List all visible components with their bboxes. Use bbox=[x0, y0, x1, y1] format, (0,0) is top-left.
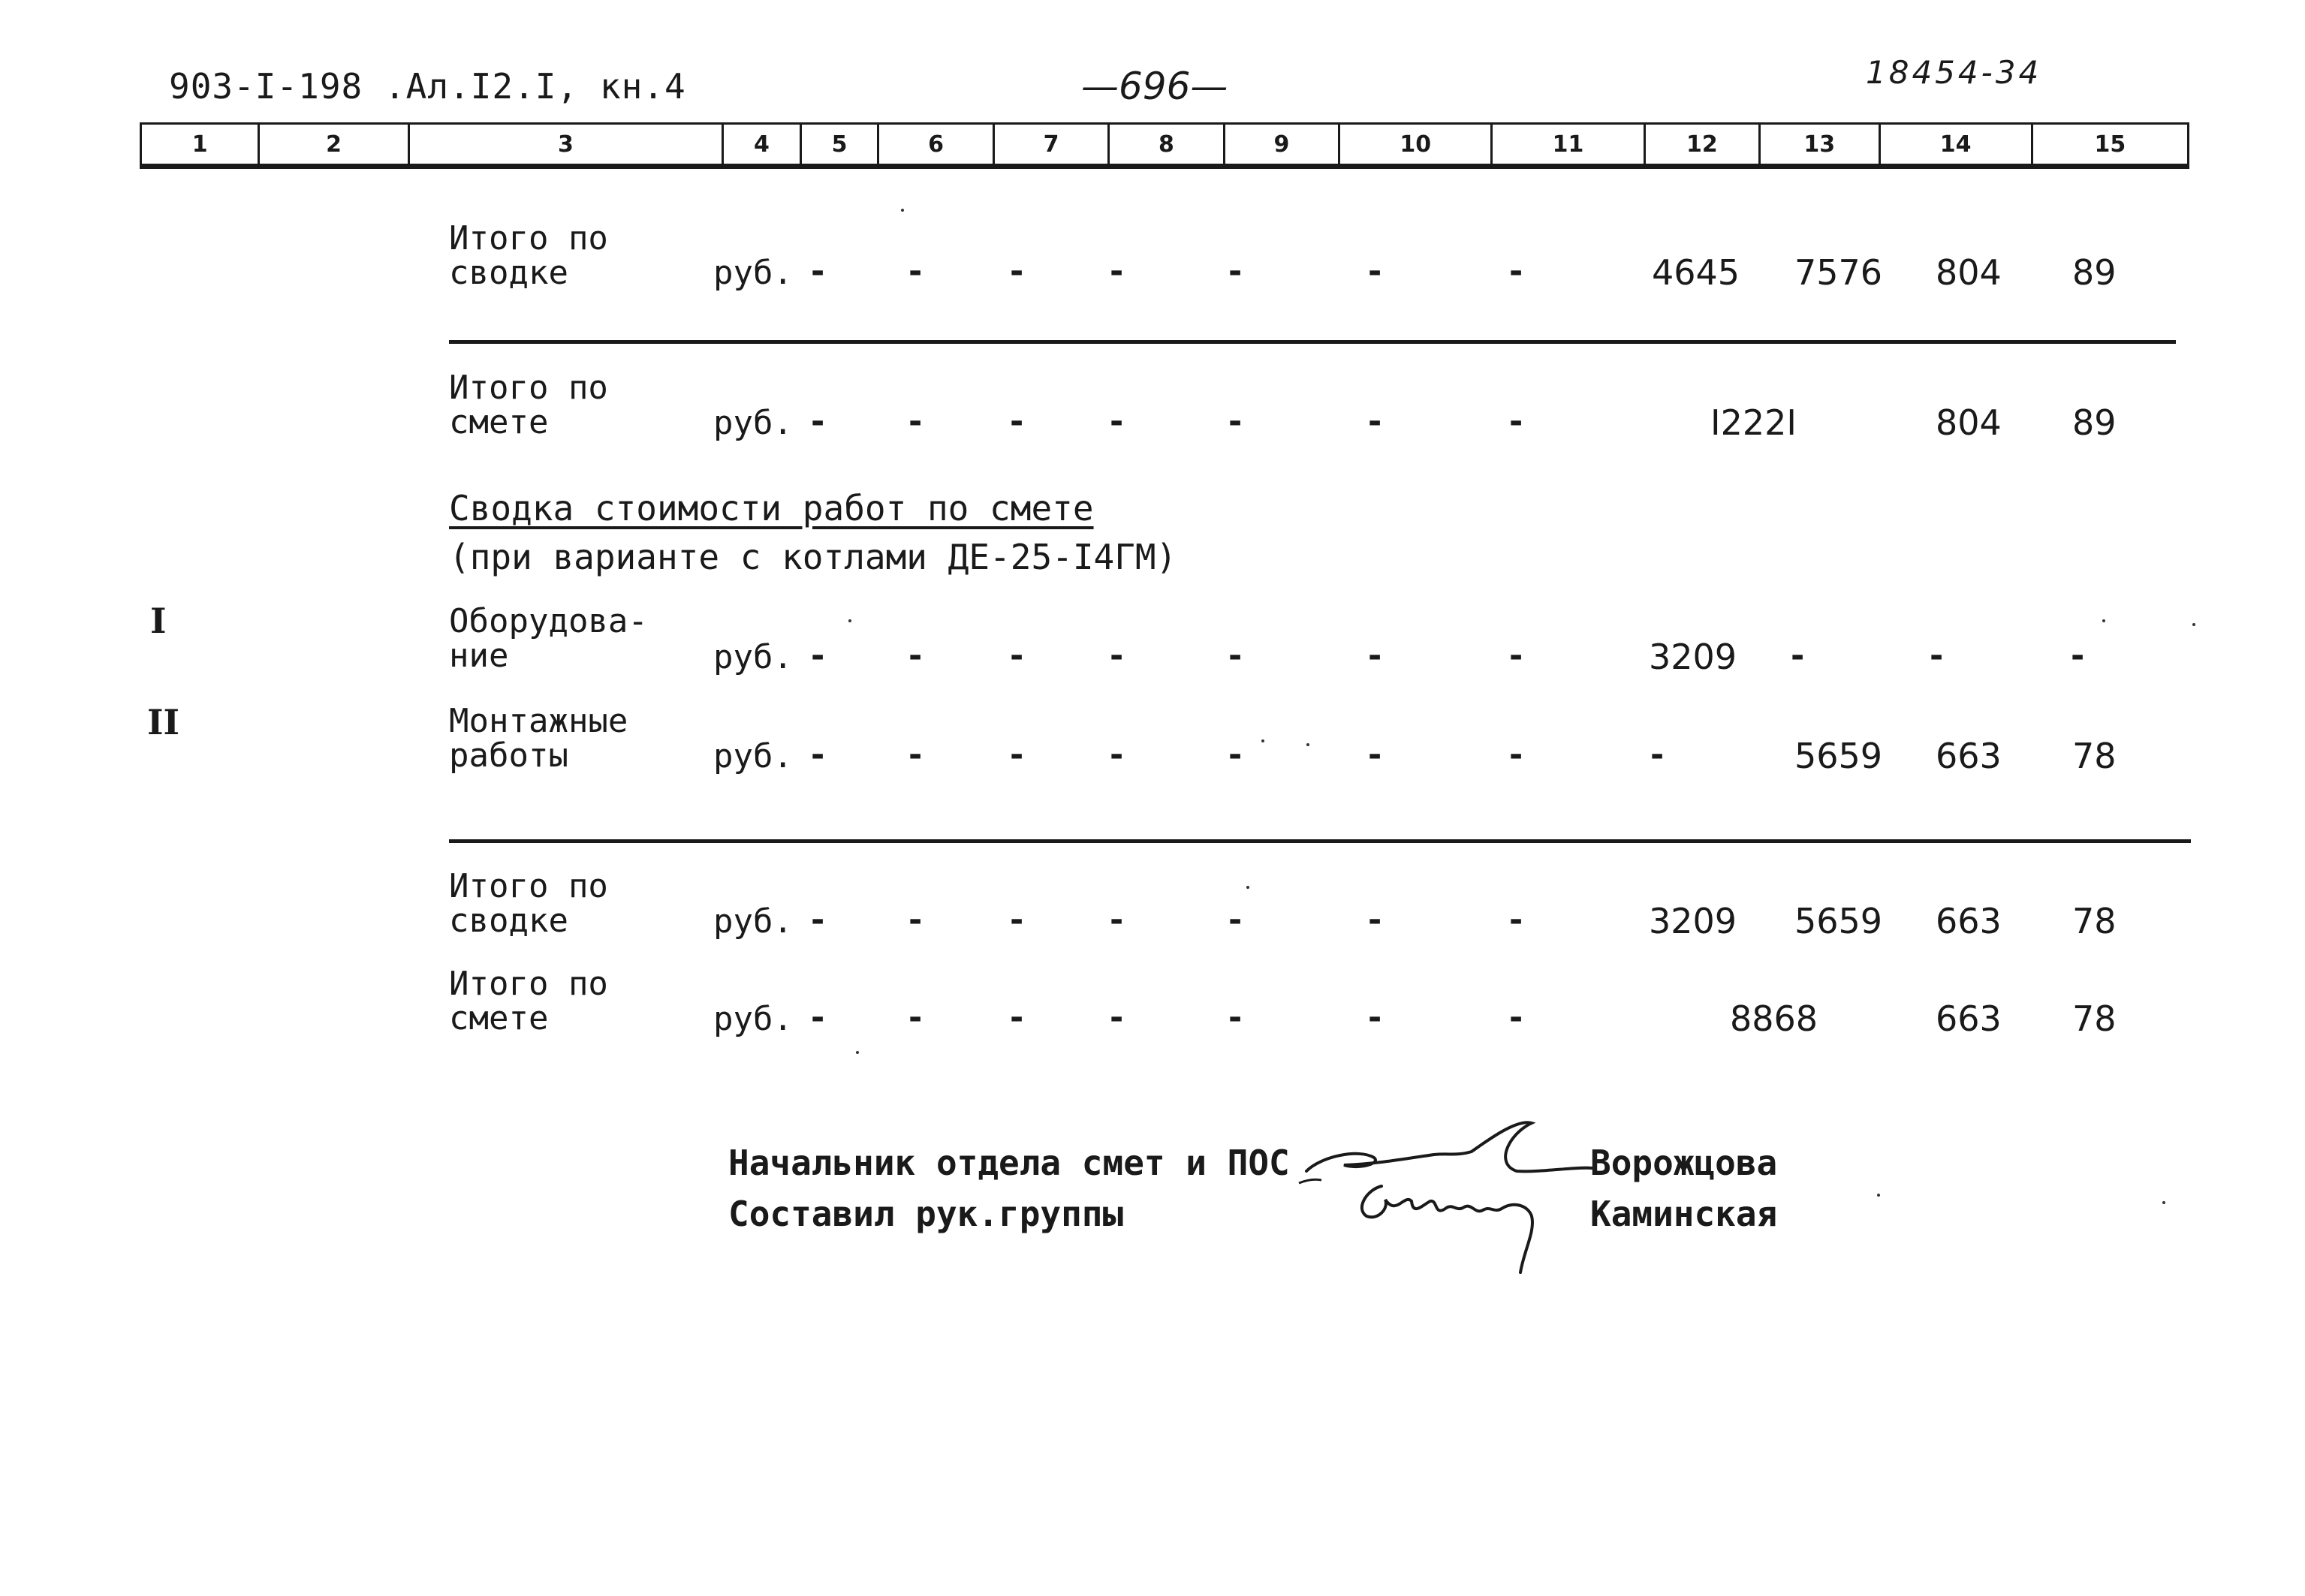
column-header-table bbox=[140, 122, 2189, 169]
column-header: 8 bbox=[1110, 125, 1225, 164]
unit-label: руб. bbox=[713, 737, 793, 775]
cell-col14: 663 bbox=[1936, 998, 2002, 1039]
row-label: Монтажные работы bbox=[449, 702, 628, 775]
scan-speck bbox=[901, 209, 904, 212]
empty-cell-dash: - bbox=[1509, 402, 1523, 441]
section-subtitle: (при варианте с котлами ДЕ-25-I4ГМ) bbox=[449, 537, 1177, 577]
empty-cell-dash: - bbox=[1010, 736, 1024, 774]
column-header: 13 bbox=[1761, 125, 1880, 164]
row-label: Итого по смете bbox=[449, 369, 608, 441]
signatory-role: Составил рук.группы bbox=[728, 1194, 1124, 1234]
column-header: 9 bbox=[1225, 125, 1340, 164]
empty-cell-dash: - bbox=[1228, 637, 1243, 675]
archive-number: 18454-34 bbox=[1866, 54, 2042, 91]
empty-cell-dash: - bbox=[1228, 998, 1243, 1037]
unit-label: руб. bbox=[713, 1000, 793, 1038]
empty-cell-dash: - bbox=[1509, 736, 1523, 774]
empty-cell-dash: - bbox=[1228, 252, 1243, 291]
empty-cell-dash: - bbox=[1509, 901, 1523, 939]
scan-speck bbox=[856, 1051, 859, 1054]
unit-label: руб. bbox=[713, 254, 793, 292]
column-header: 2 bbox=[260, 125, 409, 164]
unit-label: руб. bbox=[713, 638, 793, 676]
cell-col13: - bbox=[1791, 637, 1805, 675]
cell-col14: 804 bbox=[1936, 402, 2002, 443]
empty-cell-dash: - bbox=[1228, 736, 1243, 774]
empty-cell-dash: - bbox=[1110, 736, 1124, 774]
empty-cell-dash: - bbox=[908, 998, 923, 1037]
scan-speck bbox=[1246, 886, 1249, 889]
empty-cell-dash: - bbox=[1010, 402, 1024, 441]
signatory-role: Начальник отдела смет и ПОС bbox=[728, 1143, 1290, 1183]
column-header: 6 bbox=[879, 125, 994, 164]
roman-numeral: I bbox=[150, 601, 167, 641]
empty-cell-dash: - bbox=[1368, 402, 1382, 441]
cell-col14: 663 bbox=[1936, 736, 2002, 776]
column-header: 4 bbox=[724, 125, 802, 164]
empty-cell-dash: - bbox=[1010, 637, 1024, 675]
column-header: 12 bbox=[1646, 125, 1761, 164]
empty-cell-dash: - bbox=[908, 637, 923, 675]
separator-rule bbox=[449, 839, 2191, 843]
scan-speck bbox=[2102, 619, 2105, 622]
cell-col12-13-merged: I222I bbox=[1710, 402, 1797, 443]
empty-cell-dash: - bbox=[811, 637, 825, 675]
empty-cell-dash: - bbox=[908, 252, 923, 291]
empty-cell-dash: - bbox=[1228, 901, 1243, 939]
column-header: 7 bbox=[995, 125, 1110, 164]
scan-speck bbox=[848, 619, 851, 622]
cell-col12: 3209 bbox=[1649, 637, 1737, 677]
empty-cell-dash: - bbox=[908, 736, 923, 774]
row-label: Итого по сводке bbox=[449, 219, 608, 292]
cell-col13: 7576 bbox=[1794, 252, 1883, 293]
empty-cell-dash: - bbox=[1368, 901, 1382, 939]
unit-label: руб. bbox=[713, 902, 793, 941]
cell-col14: 804 bbox=[1936, 252, 2002, 293]
cell-col13: 5659 bbox=[1794, 736, 1883, 776]
empty-cell-dash: - bbox=[1110, 998, 1124, 1037]
scan-speck bbox=[2162, 1201, 2165, 1204]
column-header: 5 bbox=[802, 125, 880, 164]
column-header: 15 bbox=[2094, 131, 2126, 158]
empty-cell-dash: - bbox=[1509, 637, 1523, 675]
row-label: Итого по сводке bbox=[449, 867, 608, 940]
empty-cell-dash: - bbox=[1010, 252, 1024, 291]
cell-col15: 78 bbox=[2072, 998, 2117, 1039]
column-header: 10 bbox=[1340, 125, 1493, 164]
row-label: Итого по смете bbox=[449, 965, 608, 1037]
section-title: Сводка стоимости работ по смете bbox=[449, 488, 1094, 528]
column-header: 3 bbox=[410, 125, 724, 164]
empty-cell-dash: - bbox=[811, 402, 825, 441]
unit-label: руб. bbox=[713, 404, 793, 442]
roman-numeral: II bbox=[147, 702, 180, 742]
separator-rule bbox=[449, 340, 2176, 344]
empty-cell-dash: - bbox=[1110, 901, 1124, 939]
document-code: 903-I-198 .Ал.I2.I, кн.4 bbox=[169, 66, 686, 107]
empty-cell-dash: - bbox=[1368, 252, 1382, 291]
empty-cell-dash: - bbox=[908, 901, 923, 939]
handwritten-signature-icon bbox=[1351, 1171, 1562, 1284]
cell-col13: 5659 bbox=[1794, 901, 1883, 941]
cell-col15: 89 bbox=[2072, 252, 2117, 293]
empty-cell-dash: - bbox=[1368, 736, 1382, 774]
column-header: 11 bbox=[1493, 125, 1645, 164]
cell-col15: 89 bbox=[2072, 402, 2117, 443]
empty-cell-dash: - bbox=[1509, 252, 1523, 291]
column-header: 14 bbox=[1881, 125, 2033, 164]
column-header: 1 bbox=[142, 125, 260, 164]
empty-cell-dash: - bbox=[1368, 637, 1382, 675]
empty-cell-dash: - bbox=[908, 402, 923, 441]
empty-cell-dash: - bbox=[1228, 402, 1243, 441]
cell-col14: 663 bbox=[1936, 901, 2002, 941]
scan-speck bbox=[1306, 743, 1309, 746]
scan-speck bbox=[1877, 1194, 1880, 1197]
page-number: —696— bbox=[1081, 65, 1228, 108]
cell-col14: - bbox=[1930, 637, 1944, 675]
cell-col15: - bbox=[2071, 637, 2085, 675]
empty-cell-dash: - bbox=[1010, 901, 1024, 939]
row-label: Оборудова- ние bbox=[449, 602, 648, 675]
signatory-name: Ворожцова bbox=[1590, 1143, 1778, 1183]
empty-cell-dash: - bbox=[1110, 637, 1124, 675]
signatory-name: Каминская bbox=[1590, 1194, 1778, 1234]
empty-cell-dash: - bbox=[1110, 402, 1124, 441]
empty-cell-dash: - bbox=[811, 252, 825, 291]
empty-cell-dash: - bbox=[1110, 252, 1124, 291]
empty-cell-dash: - bbox=[811, 998, 825, 1037]
scan-speck bbox=[1261, 739, 1264, 742]
empty-cell-dash: - bbox=[811, 901, 825, 939]
empty-cell-dash: - bbox=[1010, 998, 1024, 1037]
cell-col12-13-merged: 8868 bbox=[1730, 998, 1818, 1039]
empty-cell-dash: - bbox=[1509, 998, 1523, 1037]
cell-col12: 4645 bbox=[1652, 252, 1740, 293]
cell-col15: 78 bbox=[2072, 901, 2117, 941]
cell-col12: - bbox=[1650, 736, 1665, 774]
empty-cell-dash: - bbox=[1368, 998, 1382, 1037]
empty-cell-dash: - bbox=[811, 736, 825, 774]
cell-col12: 3209 bbox=[1649, 901, 1737, 941]
cell-col15: 78 bbox=[2072, 736, 2117, 776]
scan-speck bbox=[2192, 623, 2195, 626]
